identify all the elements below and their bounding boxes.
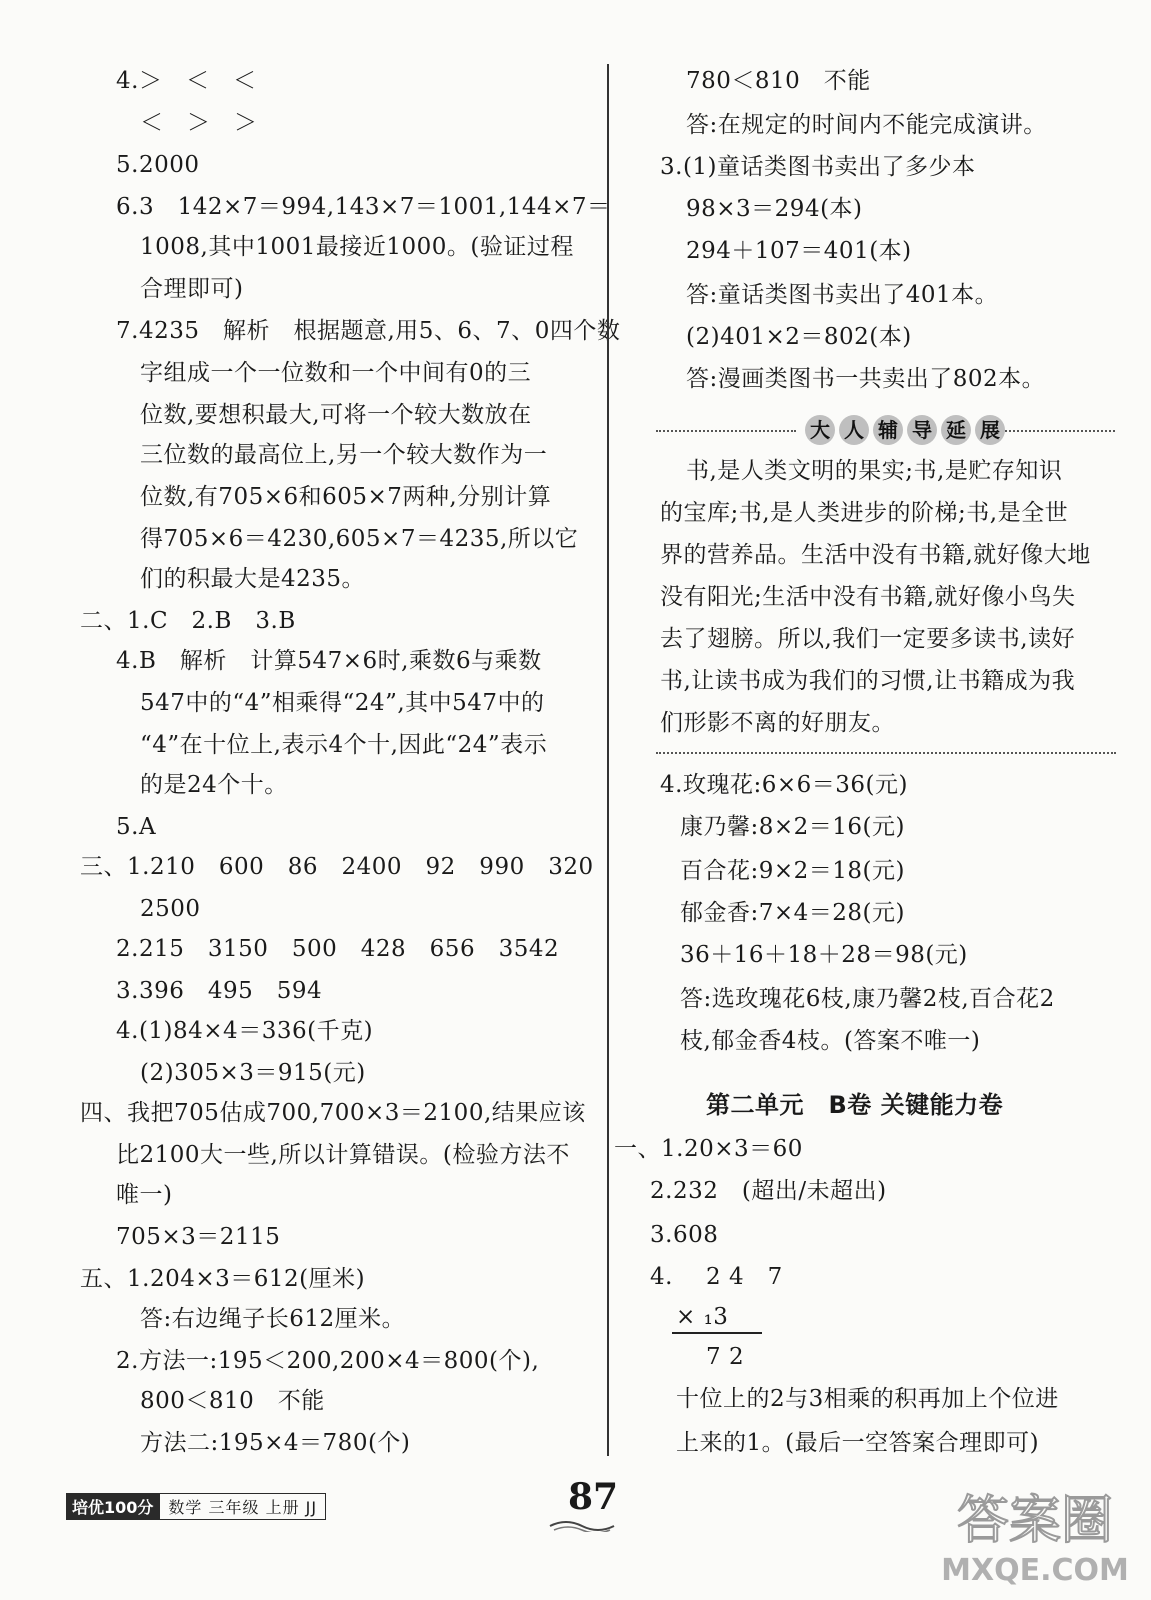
answer-line: 没有阳光;生活中没有书籍,就好像小鸟失 xyxy=(660,584,1076,610)
answer-line: (2)305×3＝915(元) xyxy=(140,1060,366,1086)
answer-line: 一、1.20×3＝60 xyxy=(614,1136,803,1162)
page-number-ornament xyxy=(548,1518,618,1532)
vertical-mult-mid: × ₁3 xyxy=(676,1304,729,1330)
answer-line: 书,是人类文明的果实;书,是贮存知识 xyxy=(686,458,1063,484)
answer-line: 4. xyxy=(650,1264,673,1290)
answer-line: 答:童话类图书卖出了401本。 xyxy=(686,282,999,308)
vertical-mult-bottom: 7 2 xyxy=(706,1344,745,1370)
answer-line: 36＋16＋18＋28＝98(元) xyxy=(680,942,968,968)
answer-line: 2.方法一:195＜200,200×4＝800(个), xyxy=(116,1348,540,1374)
watermark-logo xyxy=(930,1480,1140,1590)
answer-line: 98×3＝294(本) xyxy=(686,196,863,222)
answer-line: 705×3＝2115 xyxy=(116,1224,281,1250)
answer-line: 十位上的2与3相乘的积再加上个位进 xyxy=(676,1386,1059,1412)
answer-line: 1008,其中1001最接近1000。(验证过程 xyxy=(140,234,574,260)
answer-line: 6.3 142×7＝994,143×7＝1001,144×7＝ xyxy=(116,194,611,220)
answer-line: 唯一) xyxy=(116,1182,173,1208)
answer-line: 枝,郁金香4枝。(答案不唯一) xyxy=(680,1028,981,1054)
vertical-mult-top: 2 4 7 xyxy=(706,1264,783,1290)
answer-line: 800＜810 不能 xyxy=(140,1388,325,1414)
answer-line: 字组成一个一位数和一个中间有0的三 xyxy=(140,360,532,386)
answer-line: 比2100大一些,所以计算错误。(检验方法不 xyxy=(116,1142,570,1168)
answer-line: 百合花:9×2＝18(元) xyxy=(680,858,905,884)
answer-line: 答:在规定的时间内不能完成演讲。 xyxy=(686,112,1047,138)
answer-line: 4.＞ ＜ ＜ xyxy=(116,68,257,94)
answer-line: 们形影不离的好朋友。 xyxy=(660,710,895,736)
answer-line: 5.2000 xyxy=(116,152,200,178)
answer-line: 答:右边绳子长612厘米。 xyxy=(140,1306,406,1332)
answer-line: 界的营养品。生活中没有书籍,就好像大地 xyxy=(660,542,1091,568)
answer-line: 2.232 (超出/未超出) xyxy=(650,1178,887,1204)
answer-line: 二、1.C 2.B 3.B xyxy=(80,608,296,634)
answer-line: 们的积最大是4235。 xyxy=(140,566,366,592)
watermark-url: MXQE.COM xyxy=(941,1553,1129,1588)
answer-line: 五、1.204×3＝612(厘米) xyxy=(80,1266,366,1292)
answer-line: 位数,有705×6和605×7两种,分别计算 xyxy=(140,484,552,510)
banner-char: 大 xyxy=(805,415,835,445)
answer-line: 547中的“4”相乘得“24”,其中547中的 xyxy=(140,690,545,716)
extension-bottom-dotline xyxy=(656,752,1116,754)
answer-line: 的宝库;书,是人类进步的阶梯;书,是全世 xyxy=(660,500,1069,526)
answer-line: 位数,要想积最大,可将一个较大数放在 xyxy=(140,402,532,428)
answer-line: ＜ ＞ ＞ xyxy=(140,110,258,136)
answer-line: (2)401×2＝802(本) xyxy=(686,324,912,350)
answer-line: 4.B 解析 计算547×6时,乘数6与乘数 xyxy=(116,648,542,674)
watermark-text: 答案圈 xyxy=(956,1491,1114,1551)
answer-line: 上来的1。(最后一空答案合理即可) xyxy=(676,1430,1040,1456)
vertical-mult-rule xyxy=(672,1332,762,1334)
banner-char: 延 xyxy=(941,415,971,445)
answer-line: 4.(1)84×4＝336(千克) xyxy=(116,1018,374,1044)
answer-line: 2.215 3150 500 428 656 3542 xyxy=(116,936,560,962)
answer-line: 3.(1)童话类图书卖出了多少本 xyxy=(660,154,976,180)
answer-line: 294＋107＝401(本) xyxy=(686,238,912,264)
answer-line: 书,让读书成为我们的习惯,让书籍成为我 xyxy=(660,668,1076,694)
banner-char: 导 xyxy=(907,415,937,445)
answer-line: 去了翅膀。所以,我们一定要多读书,读好 xyxy=(660,626,1076,652)
answer-line: 780＜810 不能 xyxy=(686,68,871,94)
banner-char: 展 xyxy=(975,415,1005,445)
answer-line: 得705×6＝4230,605×7＝4235,所以它 xyxy=(140,526,579,552)
answer-line: 3.608 xyxy=(650,1222,719,1248)
answer-line: 三位数的最高位上,另一个较大数作为一 xyxy=(140,442,548,468)
extension-banner xyxy=(805,415,1005,449)
answer-line: 2500 xyxy=(140,896,201,922)
book-meta: 数学 三年级 上册 JJ xyxy=(159,1493,326,1520)
banner-char: 人 xyxy=(839,415,869,445)
banner-dotline-left xyxy=(656,430,796,432)
answer-line: 方法二:195×4＝780(个) xyxy=(140,1430,411,1456)
answer-line: 3.396 495 594 xyxy=(116,978,323,1004)
page-number: 87 xyxy=(568,1476,619,1518)
answer-line: 四、我把705估成700,700×3＝2100,结果应该 xyxy=(80,1100,586,1126)
answer-line: “4”在十位上,表示4个十,因此“24”表示 xyxy=(140,732,548,758)
column-divider xyxy=(607,64,609,1456)
banner-char: 辅 xyxy=(873,415,903,445)
answer-line: 答:漫画类图书一共卖出了802本。 xyxy=(686,366,1046,392)
answer-line: 郁金香:7×4＝28(元) xyxy=(680,900,905,926)
answer-line: 三、1.210 600 86 2400 92 990 320 xyxy=(80,854,594,880)
answer-line: 的是24个十。 xyxy=(140,772,288,798)
brand-label: 培优100分 xyxy=(66,1493,159,1520)
section-title: 第二单元 B卷 关键能力卷 xyxy=(706,1091,1004,1119)
answer-line: 4.玫瑰花:6×6＝36(元) xyxy=(660,772,908,798)
book-badge xyxy=(66,1493,326,1520)
answer-line: 5.A xyxy=(116,814,157,840)
answer-line: 康乃馨:8×2＝16(元) xyxy=(680,814,905,840)
answer-line: 答:选玫瑰花6枝,康乃馨2枝,百合花2 xyxy=(680,986,1055,1012)
answer-line: 合理即可) xyxy=(140,276,244,302)
answer-line: 7.4235 解析 根据题意,用5、6、7、0四个数 xyxy=(116,318,621,344)
